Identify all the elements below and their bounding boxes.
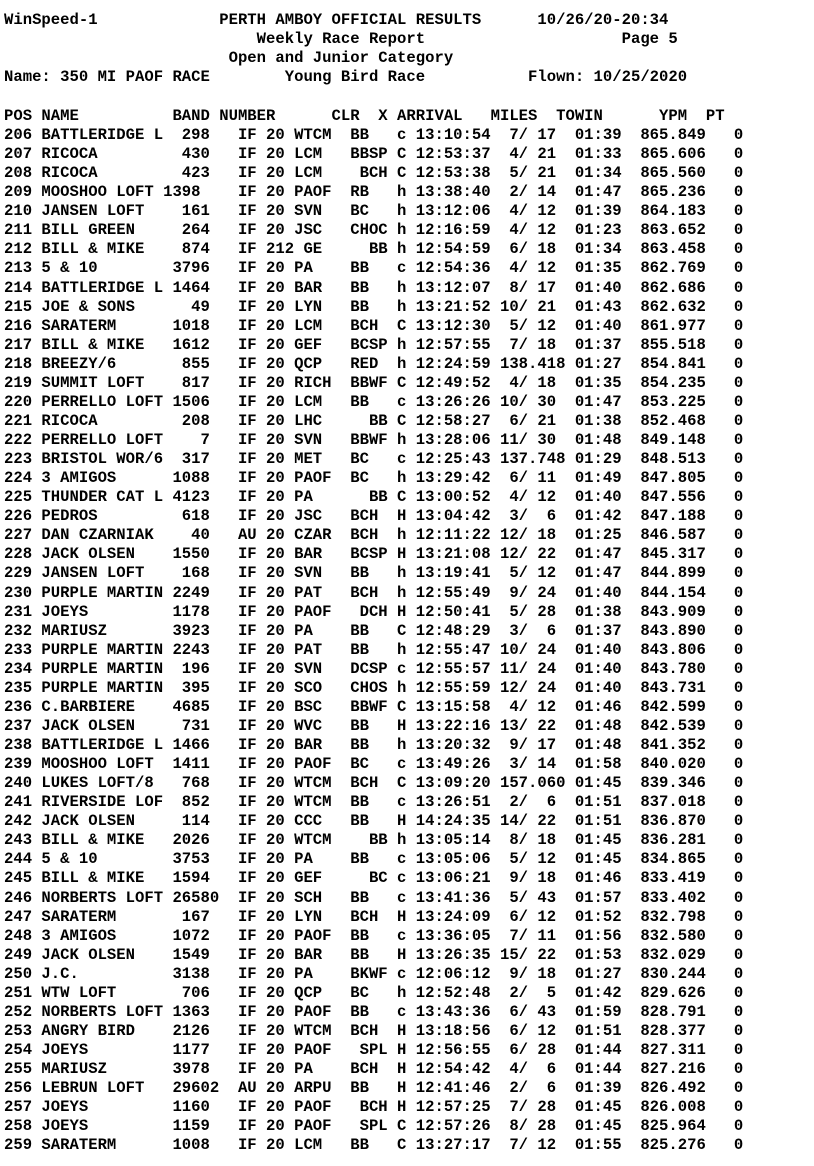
result-row: 250 J.C. 3138 IF 20 PA BKWF c 12:06:12 9/ 18 01:27 830.244 0: [4, 964, 744, 983]
result-row: 233 PURPLE MARTIN 2243 IF 20 PAT BB h 12:55:47 10/ 24 01:40 843.806 0: [4, 640, 744, 659]
result-row: 238 BATTLERIDGE L 1466 IF 20 BAR BB h 13:20:32 9/ 17 01:48 841.352 0: [4, 736, 744, 754]
result-row: 253 ANGRY BIRD 2126 IF 20 WTCM BCH H 13:18:56 6/ 12 01:51 828.377 0: [4, 1021, 744, 1040]
result-row: 252 NORBERTS LOFT 1363 IF 20 PAOF BB c 13:43:36 6/ 43 01:59 828.791 0: [4, 1002, 744, 1021]
result-row: 217 BILL & MIKE 1612 IF 20 GEF BCSP h 12:57:55 7/ 18 01:37 855.518 0: [4, 335, 744, 354]
result-row: 207 RICOCA 430 IF 20 LCM BBSP C 12:53:37 4/ 21 01:33 865.606 0: [4, 145, 744, 164]
result-row: 231 JOEYS 1178 IF 20 PAOF DCH H 12:50:41 5/ 28 01:38 843.909 0: [4, 602, 744, 621]
result-row: 251 WTW LOFT 706 IF 20 QCP BC h 12:52:48 2/ 5 01:42 829.626 0: [4, 983, 744, 1002]
result-row: 220 PERRELLO LOFT 1506 IF 20 LCM BB c 13:26:26 10/ 30 01:47 853.225 0: [4, 392, 744, 411]
results-table: [4, 126, 743, 1155]
report-header-line-4: Name: 350 MI PAOF RACE Young Bird Race Flown: 10/25/2020: [4, 68, 688, 86]
result-row: 224 3 AMIGOS 1088 IF 20 PAOF BC h 13:29:42 6/ 11 01:49 847.805 0: [4, 469, 744, 488]
result-row: 232 MARIUSZ 3923 IF 20 PA BB C 12:48:29 3/ 6 01:37 843.890 0: [4, 621, 744, 640]
result-row: 246 NORBERTS LOFT 26580 IF 20 SCH BB c 13:41:36 5/ 43 01:57 833.402 0: [4, 888, 744, 907]
result-row: 236 C.BARBIERE 4685 IF 20 BSC BBWF C 13:15:58 4/ 12 01:46 842.599 0: [4, 697, 744, 716]
result-row: 230 PURPLE MARTIN 2249 IF 20 PAT BCH h 12:55:49 9/ 24 01:40 844.154 0: [4, 583, 744, 602]
result-row: 259 SARATERM 1008 IF 20 LCM BB C 13:27:17 7/ 12 01:55 825.276 0: [4, 1136, 744, 1155]
result-row: 257 JOEYS 1160 IF 20 PAOF BCH H 12:57:25 7/ 28 01:45 826.008 0: [4, 1098, 744, 1117]
report-header-line-2: Weekly Race Report Page 5: [4, 30, 678, 48]
report-header-line-1: WinSpeed-1 PERTH AMBOY OFFICIAL RESULTS 10/26/20-20:34: [4, 11, 669, 29]
result-row: 226 PEDROS 618 IF 20 JSC BCH H 13:04:42 3/ 6 01:42 847.188 0: [4, 507, 744, 526]
result-row: 208 RICOCA 423 IF 20 LCM BCH C 12:53:38 5/ 21 01:34 865.560 0: [4, 164, 744, 183]
result-row: 229 JANSEN LOFT 168 IF 20 SVN BB h 13:19:41 5/ 12 01:47 844.899 0: [4, 564, 744, 583]
result-row: 239 MOOSHOO LOFT 1411 IF 20 PAOF BC c 13:49:26 3/ 14 01:58 840.020 0: [4, 755, 744, 774]
result-row: 248 3 AMIGOS 1072 IF 20 PAOF BB c 13:36:05 7/ 11 01:56 832.580 0: [4, 926, 744, 945]
result-row: 216 SARATERM 1018 IF 20 LCM BCH C 13:12:30 5/ 12 01:40 861.977 0: [4, 316, 744, 335]
result-row: 245 BILL & MIKE 1594 IF 20 GEF BC c 13:06:21 9/ 18 01:46 833.419 0: [4, 869, 744, 888]
result-row: 212 BILL & MIKE 874 IF 212 GE BB h 12:54:59 6/ 18 01:34 863.458 0: [4, 240, 744, 259]
result-row: 215 JOE & SONS 49 IF 20 LYN BB h 13:21:52 10/ 21 01:43 862.632 0: [4, 297, 744, 316]
result-row: 235 PURPLE MARTIN 395 IF 20 SCO CHOS h 12:55:59 12/ 24 01:40 843.731 0: [4, 678, 744, 697]
report-header-line-3: Open and Junior Category: [4, 49, 454, 67]
result-row: 256 LEBRUN LOFT 29602 AU 20 ARPU BB H 12:41:46 2/ 6 01:39 826.492 0: [4, 1079, 744, 1098]
result-row: 206 BATTLERIDGE L 298 IF 20 WTCM BB c 13:10:54 7/ 17 01:39 865.849 0: [4, 126, 744, 144]
result-row: 249 JACK OLSEN 1549 IF 20 BAR BB H 13:26:35 15/ 22 01:53 832.029 0: [4, 945, 744, 964]
result-row: 225 THUNDER CAT L 4123 IF 20 PA BB C 13:00:52 4/ 12 01:40 847.556 0: [4, 488, 744, 507]
result-row: 213 5 & 10 3796 IF 20 PA BB c 12:54:36 4/ 12 01:35 862.769 0: [4, 259, 744, 278]
result-row: 243 BILL & MIKE 2026 IF 20 WTCM BB h 13:05:14 8/ 18 01:45 836.281 0: [4, 831, 744, 850]
result-row: 241 RIVERSIDE LOF 852 IF 20 WTCM BB c 13:26:51 2/ 6 01:51 837.018 0: [4, 793, 744, 812]
result-row: 222 PERRELLO LOFT 7 IF 20 SVN BBWF h 13:28:06 11/ 30 01:48 849.148 0: [4, 431, 744, 449]
result-row: 211 BILL GREEN 264 IF 20 JSC CHOC h 12:16:59 4/ 12 01:23 863.652 0: [4, 221, 744, 240]
result-row: 255 MARIUSZ 3978 IF 20 PA BCH H 12:54:42 4/ 6 01:44 827.216 0: [4, 1060, 744, 1079]
result-row: 247 SARATERM 167 IF 20 LYN BCH H 13:24:09 6/ 12 01:52 832.798 0: [4, 907, 744, 926]
result-row: 237 JACK OLSEN 731 IF 20 WVC BB H 13:22:16 13/ 22 01:48 842.539 0: [4, 716, 744, 735]
result-row: 254 JOEYS 1177 IF 20 PAOF SPL H 12:56:55 6/ 28 01:44 827.311 0: [4, 1041, 744, 1059]
result-row: 258 JOEYS 1159 IF 20 PAOF SPL C 12:57:26 8/ 28 01:45 825.964 0: [4, 1117, 744, 1136]
result-row: 209 MOOSHOO LOFT 1398 IF 20 PAOF RB h 13:38:40 2/ 14 01:47 865.236 0: [4, 183, 744, 202]
result-row: 221 RICOCA 208 IF 20 LHC BB C 12:58:27 6/ 21 01:38 852.468 0: [4, 411, 744, 430]
result-row: 218 BREEZY/6 855 IF 20 QCP RED h 12:24:59 138.418 01:27 854.841 0: [4, 354, 744, 373]
result-row: 219 SUMMIT LOFT 817 IF 20 RICH BBWF C 12:49:52 4/ 18 01:35 854.235 0: [4, 373, 744, 392]
result-row: 214 BATTLERIDGE L 1464 IF 20 BAR BB h 13:12:07 8/ 17 01:40 862.686 0: [4, 278, 744, 297]
result-row: 240 LUKES LOFT/8 768 IF 20 WTCM BCH C 13:09:20 157.060 01:45 839.346 0: [4, 774, 744, 793]
result-row: 227 DAN CZARNIAK 40 AU 20 CZAR BCH h 12:11:22 12/ 18 01:25 846.587 0: [4, 526, 744, 545]
column-header-row: POS NAME BAND NUMBER CLR X ARRIVAL MILES TOWIN YPM PT: [4, 107, 725, 125]
result-row: 242 JACK OLSEN 114 IF 20 CCC BB H 14:24:35 14/ 22 01:51 836.870 0: [4, 812, 744, 831]
result-row: 234 PURPLE MARTIN 196 IF 20 SVN DCSP c 12:55:57 11/ 24 01:40 843.780 0: [4, 659, 744, 678]
result-row: 210 JANSEN LOFT 161 IF 20 SVN BC h 13:12:06 4/ 12 01:39 864.183 0: [4, 202, 744, 221]
result-row: 228 JACK OLSEN 1550 IF 20 BAR BCSP H 13:21:08 12/ 22 01:47 845.317 0: [4, 545, 744, 564]
result-row: 244 5 & 10 3753 IF 20 PA BB c 13:05:06 5/ 12 01:45 834.865 0: [4, 850, 744, 869]
result-row: 223 BRISTOL WOR/6 317 IF 20 MET BC c 12:25:43 137.748 01:29 848.513 0: [4, 450, 744, 469]
